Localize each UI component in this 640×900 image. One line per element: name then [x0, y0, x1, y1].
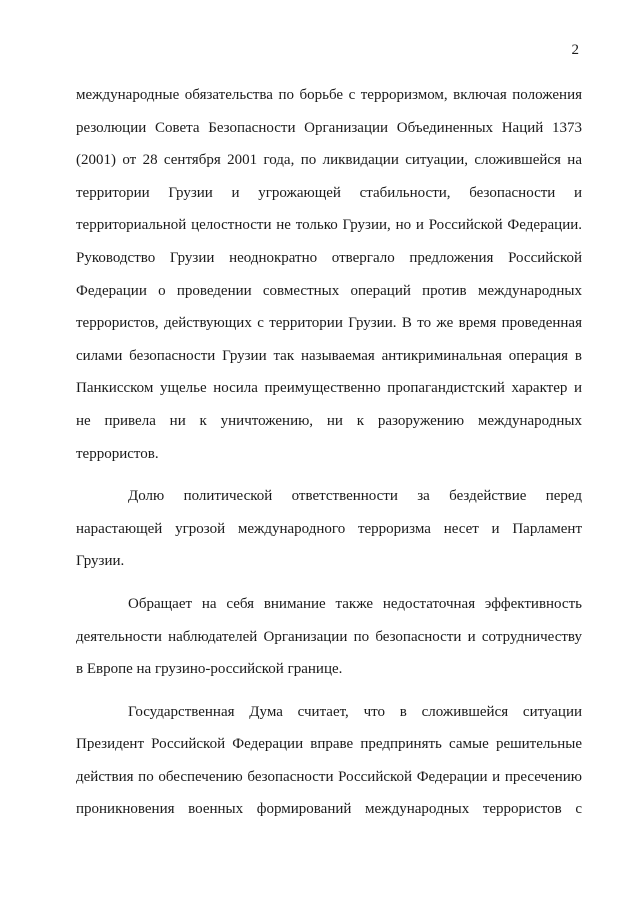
text-line: Федерации о проведении совместных операций против международных	[76, 282, 582, 299]
text-line: Обращает на себя внимание также недостаточная эффективность	[128, 595, 582, 612]
paragraph-gap	[76, 686, 582, 696]
page-number: 2	[571, 42, 579, 58]
text-line: террористов.	[76, 445, 159, 462]
body-text	[76, 79, 582, 826]
text-line: территориальной целостности не только Грузии, но и Российской Федерации.	[76, 217, 582, 234]
text-line: деятельности наблюдателей Организации по безопасности и сотрудничеству	[76, 628, 582, 645]
text-line: резолюции Совета Безопасности Организации Объединенных Наций 1373	[76, 119, 582, 136]
text-line: нарастающей угрозой международного терроризма несет и Парламент	[76, 520, 582, 537]
text-line: (2001) от 28 сентября 2001 года, по ликвидации ситуации, сложившейся на	[76, 152, 582, 169]
text-line: террористов, действующих с территории Грузии. В то же время проведенная	[76, 315, 582, 332]
paragraph-gap	[76, 578, 582, 588]
text-line: Долю политической ответственности за бездействие перед	[128, 488, 582, 505]
text-line: силами безопасности Грузии так называемая антикриминальная операция в	[76, 347, 582, 364]
text-line: Руководство Грузии неоднократно отвергало предложения Российской	[76, 249, 582, 266]
text-line: территории Грузии и угрожающей стабильности, безопасности и	[76, 184, 582, 201]
text-line: действия по обеспечению безопасности Российской Федерации и пресечению	[76, 768, 582, 785]
text-line: Панкисском ущелье носила преимущественно пропагандистский характер и	[76, 380, 582, 397]
paragraph-gap	[76, 470, 582, 480]
text-line: международные обязательства по борьбе с терроризмом, включая положения	[76, 87, 582, 103]
text-line: в Европе на грузино-российской границе.	[76, 661, 343, 678]
text-line: проникновения военных формирований международных террористов с	[76, 801, 582, 818]
text-line: Государственная Дума считает, что в сложившейся ситуации	[128, 703, 582, 720]
text-line: не привела ни к уничтожению, ни к разоружению международных	[76, 412, 582, 429]
text-line: Президент Российской Федерации вправе предпринять самые решительные	[76, 736, 582, 753]
text-line: Грузии.	[76, 553, 125, 570]
